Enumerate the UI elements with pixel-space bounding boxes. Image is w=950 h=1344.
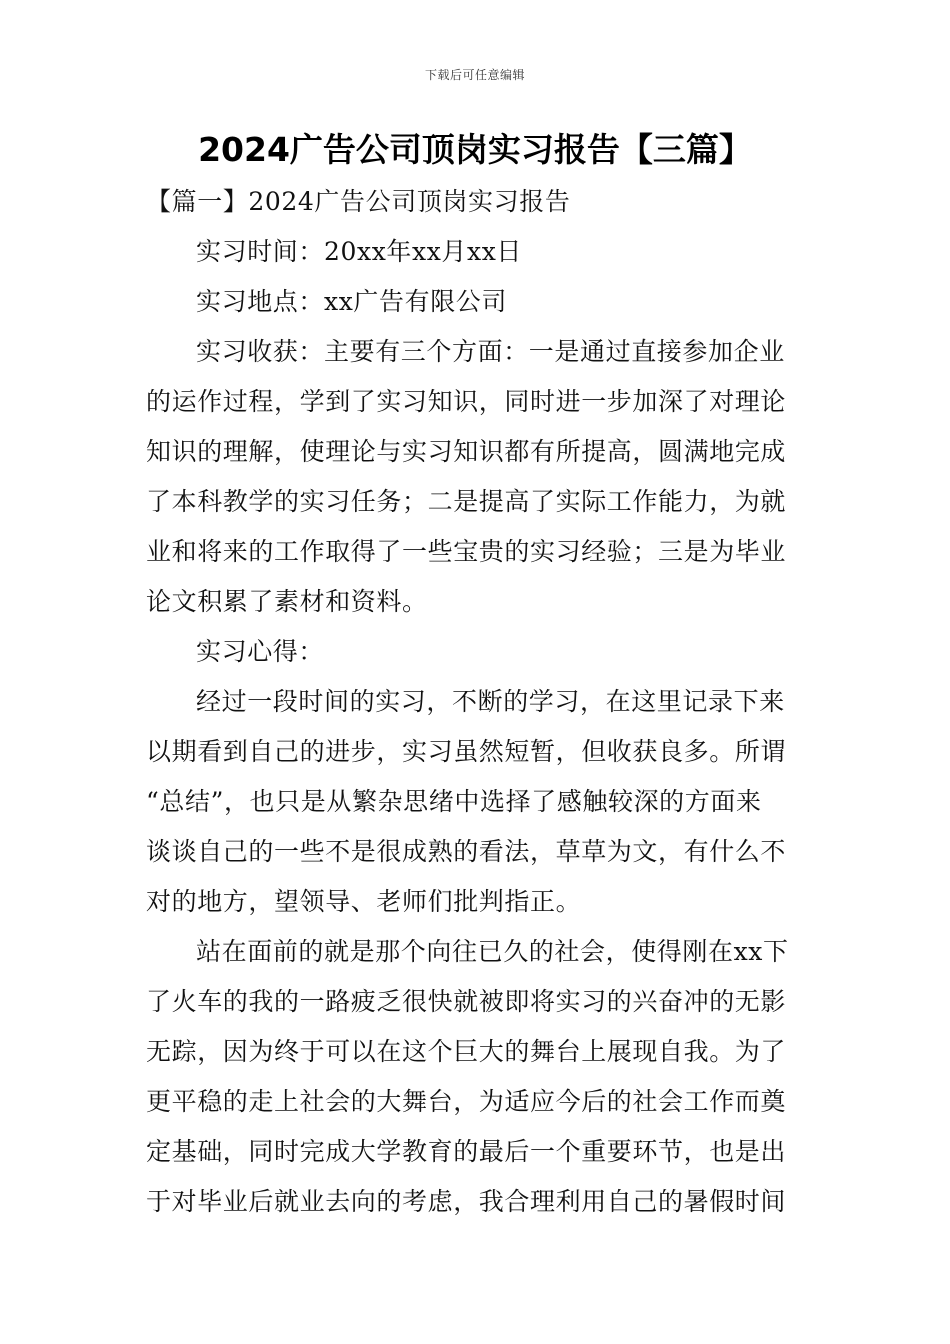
text-line: 了本科教学的实习任务；二是提高了实际工作能力，为就 xyxy=(146,487,787,516)
text-line: 知识的理解，使理论与实习知识都有所提高，圆满地完成 xyxy=(146,437,787,466)
text-line: 实习收获：主要有三个方面：一是通过直接参加企业 xyxy=(196,337,785,366)
text-line: 以期看到自己的进步，实习虽然短暂，但收获良多。所谓 xyxy=(146,737,787,766)
text-line: 经过一段时间的实习，不断的学习，在这里记录下来 xyxy=(196,687,785,716)
document-title: 2024广告公司顶岗实习报告【三篇】 xyxy=(198,130,752,169)
text-line: 论文积累了素材和资料。 xyxy=(146,587,428,616)
header-note: 下载后可任意编辑 xyxy=(424,68,525,82)
text-line: 更平稳的走上社会的大舞台，为适应今后的社会工作而奠 xyxy=(146,1087,787,1116)
text-line: “总结”，也只是从繁杂思绪中选择了感触较深的方面来 xyxy=(146,787,762,816)
text-line: 于对毕业后就业去向的考虑，我合理利用自己的暑假时间 xyxy=(146,1187,787,1216)
text-line: 实习心得： xyxy=(196,637,325,666)
text-line: 对的地方，望领导、老师们批判指正。 xyxy=(146,887,582,916)
text-line: 业和将来的工作取得了一些宝贵的实习经验；三是为毕业 xyxy=(146,537,787,566)
text-line: 实习时间：20xx年xx月xx日 xyxy=(196,237,523,266)
text-line: 定基础，同时完成大学教育的最后一个重要环节，也是出 xyxy=(146,1137,787,1166)
text-line: 无踪，因为终于可以在这个巨大的舞台上展现自我。为了 xyxy=(146,1037,787,1066)
text-line: 谈谈自己的一些不是很成熟的看法，草草为文，有什么不 xyxy=(146,837,787,866)
text-line: 站在面前的就是那个向往已久的社会，使得刚在xx下 xyxy=(196,937,789,966)
text-line: 实习地点：xx广告有限公司 xyxy=(196,287,507,316)
document-body xyxy=(146,177,810,1227)
text-line: 了火车的我的一路疲乏很快就被即将实习的兴奋冲的无影 xyxy=(146,987,787,1016)
text-line: 的运作过程，学到了实习知识，同时进一步加深了对理论 xyxy=(146,387,787,416)
text-line: 【篇一】2024广告公司顶岗实习报告 xyxy=(146,187,571,216)
